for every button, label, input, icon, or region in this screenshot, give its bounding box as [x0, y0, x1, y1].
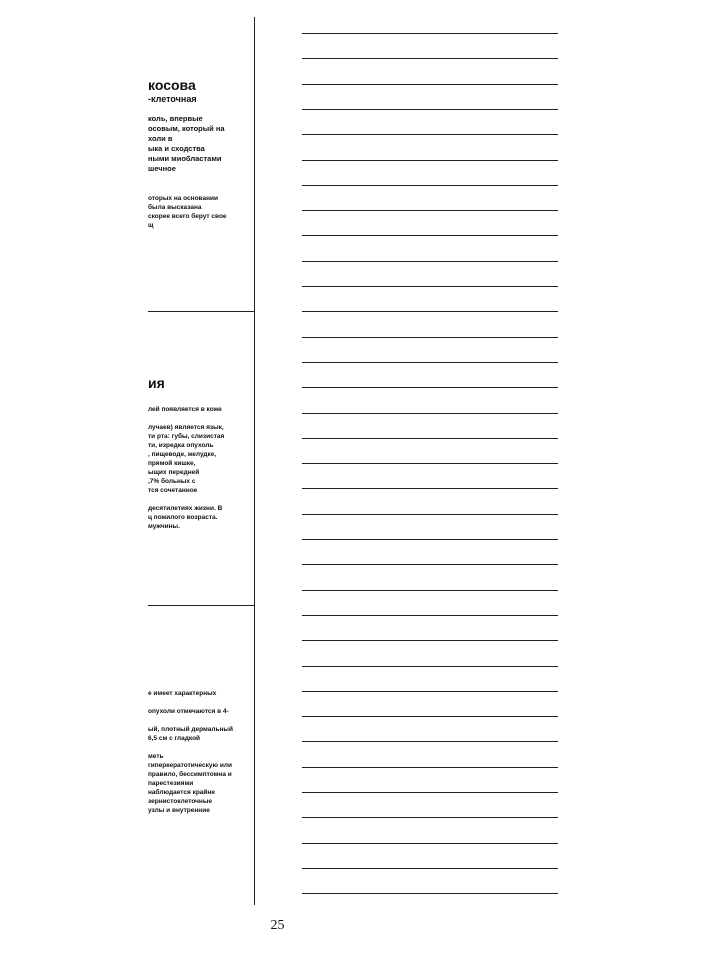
card1-small-line: щ	[148, 222, 154, 229]
page-number: 25	[270, 918, 285, 933]
ruled-line	[302, 84, 558, 85]
ruled-line	[302, 286, 558, 287]
ruled-line	[302, 463, 558, 464]
ruled-line	[302, 893, 558, 894]
card2-small-line: , пищеводе, желудке,	[148, 451, 217, 458]
card3-small	[148, 689, 250, 815]
ruled-line	[302, 615, 558, 616]
ruled-line	[302, 716, 558, 717]
card-epidemiology	[0, 311, 255, 605]
ruled-line	[302, 843, 558, 844]
card2-small-line: прямой кишке,	[148, 460, 196, 467]
card2-small-line	[148, 495, 250, 504]
ruled-line	[302, 185, 558, 186]
ruled-line	[302, 109, 558, 110]
ruled-line	[302, 160, 558, 161]
card2-small-line	[148, 414, 250, 423]
card1-body-line: ными миобластами	[148, 154, 222, 163]
card1-body-line: шечное	[148, 164, 176, 173]
ruled-line	[302, 590, 558, 591]
card2-small-line: лей появляется в коже	[148, 406, 222, 413]
card3-small-line: опухоли отмечаются в 4-	[148, 708, 229, 715]
card3-small-line: наблюдается крайне	[148, 789, 215, 796]
ruled-line	[302, 817, 558, 818]
ruled-line	[302, 666, 558, 667]
ruled-line	[302, 640, 558, 641]
ruled-line	[302, 33, 558, 34]
ruled-line	[302, 767, 558, 768]
card3-small-line: е имеет характерных	[148, 690, 217, 697]
ruled-line	[302, 868, 558, 869]
card3-small-line	[148, 698, 250, 707]
card3-small-line: гиперкератотическую или	[148, 762, 233, 769]
card2-small-line: тся сочетанное	[148, 487, 198, 494]
card2-title: ия	[148, 375, 165, 391]
ruled-line	[302, 488, 558, 489]
card3-small-line: правило, бессимптомна и	[148, 771, 232, 778]
ruled-line	[302, 539, 558, 540]
ruled-line	[302, 564, 558, 565]
card1-body-line: холи в	[148, 134, 173, 143]
card3-small-line: ый, плотный дермальный	[148, 726, 233, 733]
card3-small-line: парестезиями	[148, 780, 194, 787]
ruled-line	[302, 210, 558, 211]
ruled-line	[302, 261, 558, 262]
ruled-line	[302, 438, 558, 439]
card1-body-line: ыка и сходства	[148, 144, 205, 153]
ruled-line	[302, 235, 558, 236]
card3-small-line	[148, 716, 250, 725]
card1-small-line: была высказана	[148, 204, 202, 211]
card-clinical	[0, 605, 255, 905]
card1-small	[148, 194, 250, 230]
ruled-line	[302, 792, 558, 793]
ruled-line	[302, 387, 558, 388]
card2-small-line: ыщих передней	[148, 469, 200, 476]
ruled-line	[302, 337, 558, 338]
card3-small-line: узлы и внутренние	[148, 807, 210, 814]
card-leiomyo	[0, 17, 255, 311]
card1-small-line: скорее всего берут свое	[148, 213, 227, 220]
card2-small-line: лучаев) является язык,	[148, 424, 224, 431]
card2-small-line: ц пожилого возраста.	[148, 514, 218, 521]
ruled-line	[302, 134, 558, 135]
card1-subtitle: -клеточная	[148, 94, 197, 104]
card3-small-line: зернистоклеточные	[148, 798, 213, 805]
card2-small	[148, 405, 250, 531]
card1-small-line: оторых на основании	[148, 195, 219, 202]
card1-body-line: коль, впервые	[148, 114, 203, 123]
card2-small-line: ти, изредка опухоль	[148, 442, 214, 449]
card1-title: косова	[148, 77, 196, 93]
card2-small-line: ,7% больных с	[148, 478, 196, 485]
card3-top-rule	[148, 605, 254, 606]
card3-small-line	[148, 743, 250, 752]
card1-body-line: осовым, который на	[148, 124, 225, 133]
card2-top-rule	[148, 311, 254, 312]
ruled-line	[302, 691, 558, 692]
card1-body	[148, 114, 250, 174]
ruled-line	[302, 58, 558, 59]
card3-small-line: 6,5 см с гладкой	[148, 735, 201, 742]
card2-small-line: ти рта: губы, слизистая	[148, 433, 225, 440]
ruled-line	[302, 413, 558, 414]
card2-small-line: десятилетиях жизни. В	[148, 505, 223, 512]
card3-small-line: меть	[148, 753, 164, 760]
card2-small-line: мужчины.	[148, 523, 180, 530]
ruled-line	[302, 741, 558, 742]
ruled-line	[302, 362, 558, 363]
ruled-line	[302, 311, 558, 312]
ruled-line	[302, 514, 558, 515]
